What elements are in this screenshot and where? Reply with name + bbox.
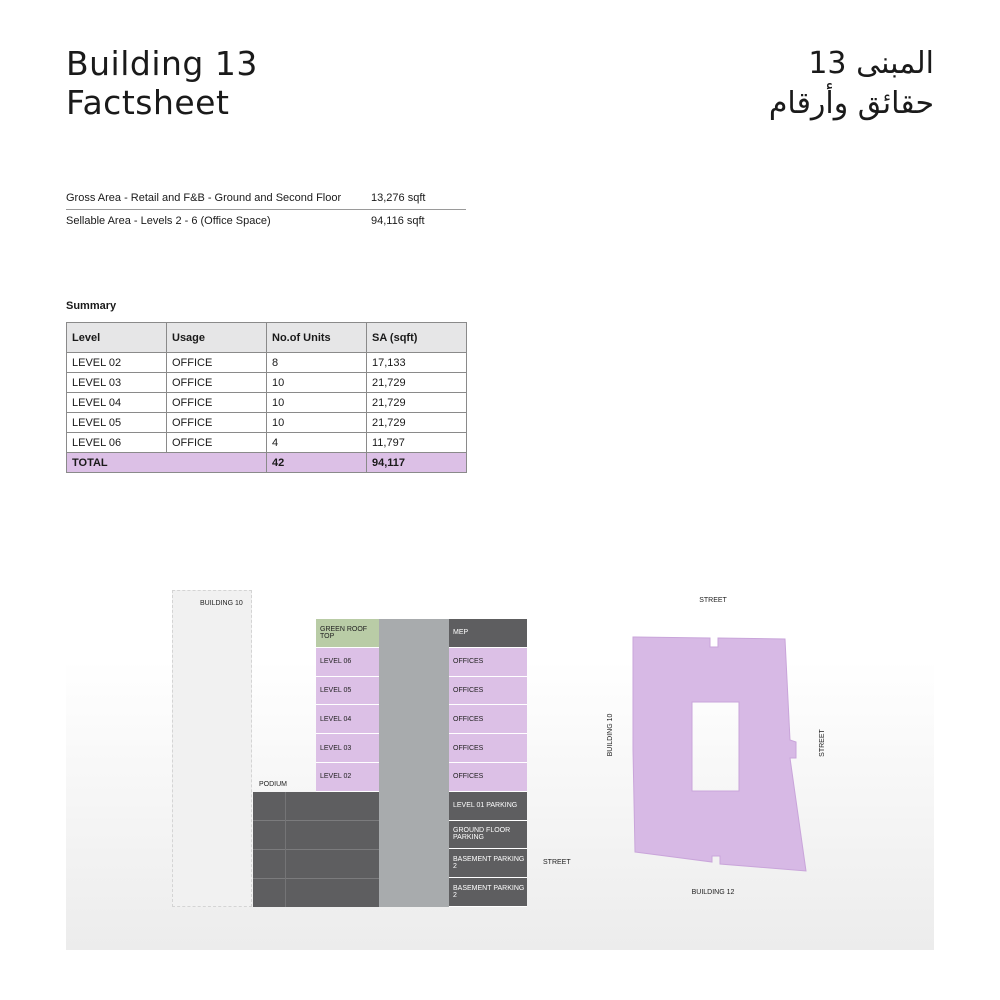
title-line-1: Building 13 [66, 44, 258, 83]
plan-building10-label: BUILDING 10 [607, 713, 614, 757]
section-right-block-label: OFFICES [453, 658, 484, 666]
cell-level: LEVEL 04 [67, 393, 167, 413]
table-row [67, 413, 467, 433]
section-right-block [449, 763, 527, 792]
sellable-area-row [66, 210, 466, 232]
section-right-block-label: LEVEL 01 PARKING [453, 802, 518, 810]
col-level-header: Level [67, 323, 167, 353]
sellable-area-value: 94,116 sqft [371, 215, 425, 227]
podium-label: PODIUM [259, 781, 287, 788]
podium-divider [253, 878, 379, 879]
section-left-block-label: GREEN ROOF TOP [320, 625, 368, 640]
col-sa-header: SA (sqft) [367, 323, 467, 353]
summary-table [66, 322, 467, 473]
section-right-block [449, 849, 527, 878]
cell-usage: OFFICE [167, 433, 267, 453]
table-row [67, 353, 467, 373]
total-row [67, 453, 467, 473]
gross-area-label: Gross Area - Retail and F&B - Ground and Second Floor [66, 192, 342, 204]
summary-heading: Summary [66, 300, 117, 312]
floor-plan [600, 590, 840, 900]
section-left-block-label: LEVEL 04 [320, 715, 352, 723]
cell-units: 10 [267, 373, 367, 393]
floor-plan-shape [633, 637, 806, 871]
section-left-block-label: LEVEL 03 [320, 744, 352, 752]
cell-usage: OFFICE [167, 413, 267, 433]
section-right-block [449, 878, 527, 907]
section-left-block [316, 705, 379, 734]
cell-sa: 17,133 [367, 353, 467, 373]
title-line-2: Factsheet [66, 83, 230, 122]
cell-units: 8 [267, 353, 367, 373]
cell-units: 4 [267, 433, 367, 453]
sellable-area-label: Sellable Area - Levels 2 - 6 (Office Space) [66, 215, 271, 227]
section-right-block-label: OFFICES [453, 744, 484, 752]
podium-divider [253, 820, 379, 821]
section-left-block [316, 619, 379, 648]
cell-usage: OFFICE [167, 373, 267, 393]
gross-area-value: 13,276 sqft [371, 192, 426, 204]
cell-level: LEVEL 03 [67, 373, 167, 393]
section-right-block-label: MEP [453, 629, 469, 637]
section-left-block-label: LEVEL 06 [320, 658, 352, 666]
building-core [379, 619, 449, 907]
total-units: 42 [267, 453, 367, 473]
cell-units: 10 [267, 393, 367, 413]
summary-header-row [67, 323, 467, 353]
plan-building12-label: BUILDING 12 [691, 889, 735, 896]
section-right-block [449, 792, 527, 821]
section-right-block-label: BASEMENT PARKING 2 [453, 885, 525, 900]
building-10-outline [172, 590, 252, 907]
section-left-block [316, 677, 379, 706]
cell-level: LEVEL 05 [67, 413, 167, 433]
section-left-block [316, 734, 379, 763]
table-row [67, 393, 467, 413]
cell-sa: 21,729 [367, 413, 467, 433]
street-label: STREET [543, 859, 571, 866]
col-usage-header: Usage [167, 323, 267, 353]
cell-sa: 11,797 [367, 433, 467, 453]
page-title-arabic [769, 44, 934, 124]
section-right-block-label: OFFICES [453, 715, 484, 723]
title-ar-line-2: حقائق وأرقام [768, 86, 934, 121]
total-label: TOTAL [67, 453, 267, 473]
plan-street-top-label: STREET [699, 597, 727, 604]
section-left-block [316, 648, 379, 677]
section-right-block [449, 677, 527, 706]
section-right-block [449, 705, 527, 734]
section-right-block-label: OFFICES [453, 773, 484, 781]
podium-divider-vertical [285, 792, 286, 907]
podium-divider [253, 849, 379, 850]
section-right-block [449, 648, 527, 677]
section-left-block [316, 763, 379, 792]
plan-street-right-label: STREET [819, 729, 826, 757]
section-right-block-label: OFFICES [453, 686, 484, 694]
section-right-block-label: BASEMENT PARKING 2 [453, 856, 525, 871]
section-left-block-label: LEVEL 05 [320, 686, 352, 694]
section-right-block-label: GROUND FLOOR PARKING [453, 827, 511, 842]
cell-sa: 21,729 [367, 393, 467, 413]
table-row [67, 433, 467, 453]
cell-units: 10 [267, 413, 367, 433]
table-row [67, 373, 467, 393]
section-right-block [449, 821, 527, 850]
section-right-block [449, 619, 527, 648]
building-10-label: BUILDING 10 [200, 600, 243, 607]
total-sa: 94,117 [367, 453, 467, 473]
cell-usage: OFFICE [167, 393, 267, 413]
col-units-header: No.of Units [267, 323, 367, 353]
page-title [66, 44, 258, 122]
section-left-block-label: LEVEL 02 [320, 773, 352, 781]
section-right-block [449, 734, 527, 763]
gross-area-row [66, 187, 466, 210]
cell-level: LEVEL 02 [67, 353, 167, 373]
cell-sa: 21,729 [367, 373, 467, 393]
title-ar-line-1: المبنى 13 [808, 46, 934, 81]
cell-usage: OFFICE [167, 353, 267, 373]
cell-level: LEVEL 06 [67, 433, 167, 453]
